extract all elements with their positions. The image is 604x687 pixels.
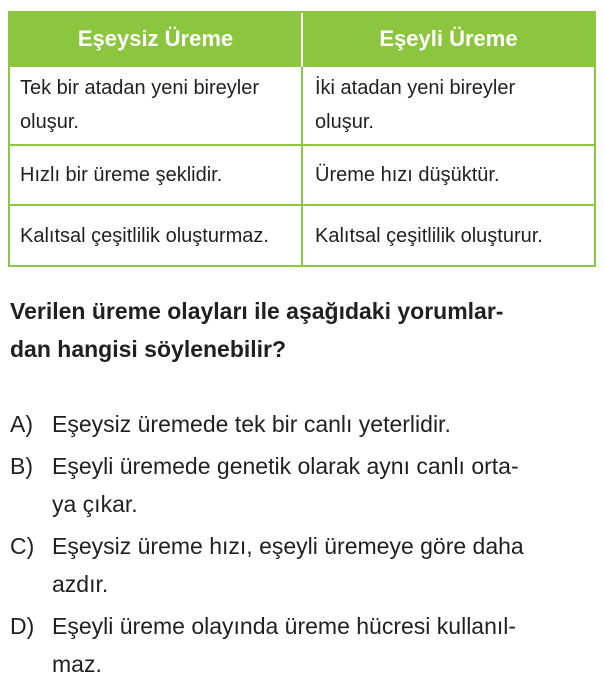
option-text: Eşeysiz üreme hızı, eşeyli üremeye göre daha azdır. bbox=[52, 533, 524, 597]
option-b[interactable] bbox=[10, 447, 600, 523]
table-cell: Kalıtsal çeşitlilik oluşturur. bbox=[302, 205, 594, 265]
table-cell: Kalıtsal çeşitlilik oluşturmaz. bbox=[10, 205, 302, 265]
option-letter: D) bbox=[10, 613, 35, 639]
table-cell: Üreme hızı düşüktür. bbox=[302, 145, 594, 206]
table-cell: Hızlı bir üreme şeklidir. bbox=[10, 145, 302, 206]
header-sexual: Eşeyli Üreme bbox=[302, 13, 594, 66]
option-text: Eşeysiz üremede tek bir canlı yeterlidir. bbox=[52, 411, 451, 437]
option-letter: A) bbox=[10, 411, 33, 437]
comparison-table bbox=[8, 11, 596, 267]
table-cell: Tek bir atadan yeni bireyler oluşur. bbox=[10, 66, 302, 145]
option-c[interactable] bbox=[10, 527, 600, 603]
option-text: Eşeyli üremede genetik olarak aynı canlı orta- ya çıkar. bbox=[52, 453, 519, 517]
table-row bbox=[10, 66, 594, 145]
option-letter: B) bbox=[10, 453, 33, 479]
question-text: Verilen üreme olayları ile aşağıdaki yorumlar- dan hangisi söylenebilir? bbox=[10, 298, 504, 362]
table-header-row bbox=[10, 13, 594, 66]
answer-options bbox=[10, 405, 600, 687]
table-cell: İki atadan yeni bireyler oluşur. bbox=[302, 66, 594, 145]
option-d[interactable] bbox=[10, 607, 600, 683]
table-row bbox=[10, 205, 594, 265]
comparison-table-grid bbox=[10, 13, 594, 265]
option-text: Eşeyli üreme olayında üreme hücresi kullanıl- maz. bbox=[52, 613, 517, 677]
option-a[interactable] bbox=[10, 405, 600, 443]
header-asexual: Eşeysiz Üreme bbox=[10, 13, 302, 66]
option-letter: C) bbox=[10, 533, 35, 559]
table-row bbox=[10, 145, 594, 206]
